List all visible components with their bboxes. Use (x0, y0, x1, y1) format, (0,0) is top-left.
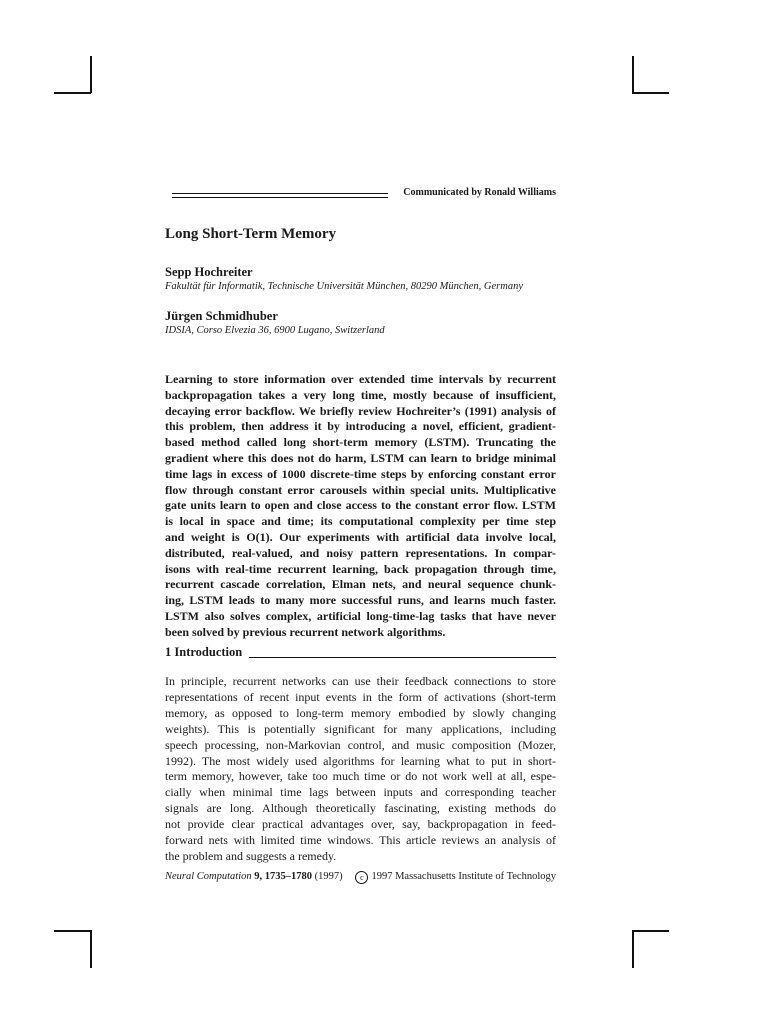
abstract-line: gradient where this does not do harm, LSTM can learn to bridge minimal (165, 450, 556, 465)
author-name-2: Jürgen Schmidhuber (165, 309, 278, 323)
abstract-line: is local in space and time; its computational complexity per time step (165, 514, 556, 529)
author-name-1: Sepp Hochreiter (165, 265, 253, 279)
abstract-line: Learning to store information over extended time intervals by recurrent (165, 372, 556, 386)
body-line: speech processing, non-Markovian control, and music composition (Mozer, (165, 737, 556, 752)
abstract-line: time lags in excess of 1000 discrete-time steps by enforcing constant error (165, 466, 556, 481)
copyright-text: 1997 Massachusetts Institute of Technology (371, 871, 556, 882)
abstract-line: isons with real-time recurrent learning, back propagation through time, (165, 561, 556, 576)
abstract-line: recurrent cascade correlation, Elman nets, and neural sequence chunk- (165, 577, 556, 592)
body-line: term memory, however, take too much time or do not work well at all, espe- (165, 769, 556, 784)
abstract-line: flow through constant error carousels within special units. Multiplicative (165, 482, 556, 497)
introduction-paragraph (165, 674, 556, 865)
paper-title: Long Short-Term Memory (165, 226, 337, 242)
body-line: cially when minimal time lags between inputs and corresponding teacher (165, 785, 556, 800)
abstract-line: LSTM also solves complex, artificial long-time-lag tasks that have never (165, 608, 556, 623)
copyright-icon: c (355, 871, 368, 884)
abstract-line: gate units learn to open and close access to the constant error flow. LSTM (165, 498, 556, 513)
publication-year: (1997) (314, 871, 343, 882)
crop-mark-top-left-horizontal (54, 92, 91, 94)
communicated-by: Communicated by Ronald Williams (403, 187, 556, 198)
abstract-line: decaying error backflow. We briefly review Hochreiter’s (1991) analysis of (165, 403, 556, 418)
citation (165, 871, 343, 882)
crop-mark-bottom-right-vertical (632, 930, 634, 968)
crop-mark-top-left-vertical (90, 56, 92, 93)
abstract-line: and weight is O(1). Our experiments with artificial data involve local, (165, 529, 556, 544)
abstract-line: been solved by previous recurrent network algorithms. (165, 624, 446, 639)
section-rule (249, 657, 556, 658)
abstract-line: backpropagation takes a very long time, mostly because of insufficient, (165, 387, 556, 402)
abstract-line: based method called long short-term memory (LSTM). Truncating the (165, 435, 556, 450)
body-line: not provide clear practical advantages over, say, backpropagation in feed- (165, 817, 556, 832)
header-double-rule (172, 193, 388, 198)
crop-mark-bottom-right-horizontal (632, 930, 669, 932)
crop-mark-bottom-left-vertical (90, 930, 92, 968)
abstract-line: ing, LSTM leads to many more successful runs, and learns much faster. (165, 593, 556, 608)
crop-mark-top-right-vertical (632, 56, 634, 93)
abstract (165, 372, 556, 641)
page-footer (165, 871, 556, 887)
body-line: representations of recent input events in the form of activations (short-term (165, 689, 556, 704)
author-affiliation-1: Fakultät für Informatik, Technische Universität München, 80290 München, Germany (165, 281, 524, 292)
body-line: the problem and suggests a remedy. (165, 848, 337, 863)
crop-mark-top-right-horizontal (632, 92, 669, 94)
author-affiliation-2: IDSIA, Corso Elvezia 36, 6900 Lugano, Switzerland (165, 325, 385, 336)
crop-mark-bottom-left-horizontal (54, 930, 91, 932)
section-title: 1 Introduction (165, 645, 243, 659)
journal-name: Neural Computation (165, 871, 252, 882)
copyright (355, 871, 556, 884)
abstract-line: distributed, real-valued, and noisy pattern representations. In compar- (165, 545, 556, 560)
abstract-line: this problem, then address it by introducing a novel, efficient, gradient- (165, 419, 556, 434)
section-heading-introduction (165, 645, 556, 663)
body-line: In principle, recurrent networks can use their feedback connections to store (165, 674, 556, 688)
volume-pages: 9, 1735–1780 (254, 871, 313, 882)
body-line: signals are long. Although theoretically fascinating, existing methods do (165, 801, 556, 816)
body-line: 1992). The most widely used algorithms for learning what to put in short- (165, 753, 556, 768)
body-line: forward nets with limited time windows. This article reviews an analysis of (165, 833, 556, 848)
body-line: memory, as opposed to long-term memory embodied by slowly changing (165, 705, 556, 720)
body-line: weights). This is potentially significant for many applications, including (165, 721, 556, 736)
